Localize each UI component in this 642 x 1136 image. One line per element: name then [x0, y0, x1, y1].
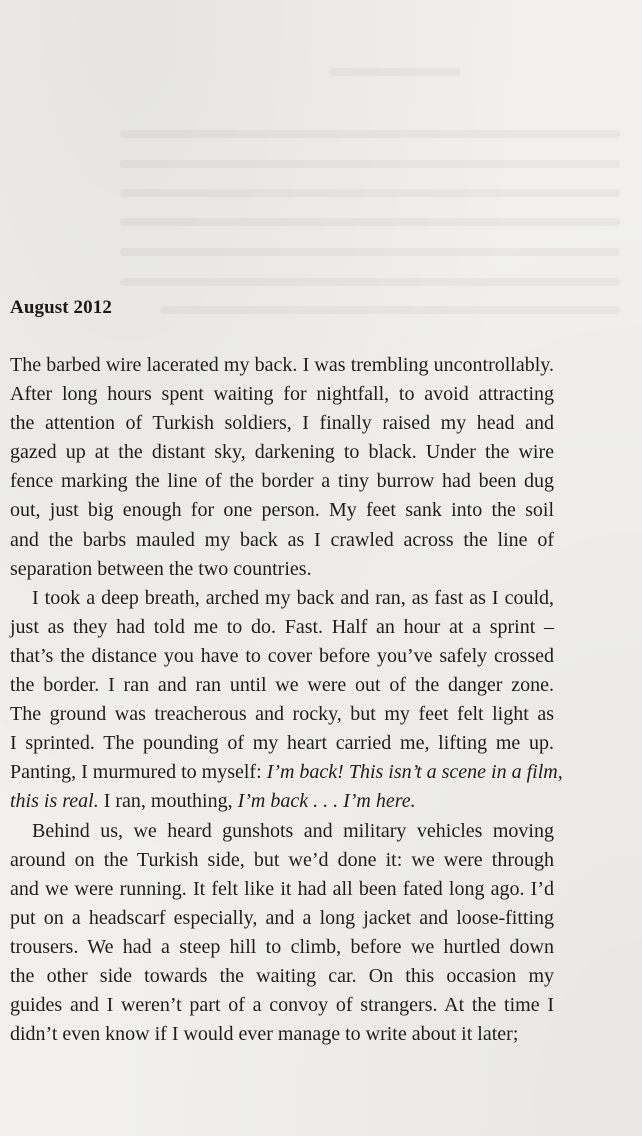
text-line [10, 526, 554, 555]
text-run: I took a deep breath, arched my back and ran, as fast as I could, [32, 586, 554, 609]
text-run: the other side towards the waiting car. On this occasion my [10, 964, 554, 987]
text-run: just as they had told me to do. Fast. Half an hour at a sprint – [10, 615, 554, 638]
text-line [10, 700, 554, 729]
text-run: that’s the distance you have to cover before you’ve safely crossed [10, 644, 554, 667]
text-run: I sprinted. The pounding of my heart carried me, lifting me up. [10, 732, 554, 755]
text-line [10, 933, 554, 962]
text-run: After long hours spent waiting for nightfall, to avoid attracting [10, 383, 554, 406]
text-line [10, 584, 554, 613]
text-run: guides and I weren’t part of a convoy of strangers. At the time I [10, 994, 554, 1017]
text-run: out, just big enough for one person. My feet sank into the soil [10, 499, 554, 522]
text-run: The ground was treacherous and rocky, but my feet felt light as [10, 703, 554, 726]
reverse-page-show-through [0, 0, 642, 340]
body-text [10, 351, 563, 1049]
text-run: and we were running. It felt like it had all been fated long ago. I’d [10, 877, 554, 900]
text-run: didn’t even know if I would ever manage to write about it later; [10, 1023, 519, 1046]
text-line [10, 991, 554, 1020]
text-run: the attention of Turkish soldiers, I finally raised my head and [10, 412, 554, 435]
text-line [10, 904, 554, 933]
text-line [10, 496, 554, 525]
italic-phrase: I’m back . . . I’m here. [237, 790, 416, 813]
text-line [10, 817, 554, 846]
text-run: put on a headscarf especially, and a long jacket and loose-fitting [10, 906, 554, 929]
text-line [10, 962, 554, 991]
text-line [10, 671, 554, 700]
text-run: and the barbs mauled my back as I crawled across the line of [10, 528, 554, 551]
text-run: Panting, I murmured to myself: [10, 761, 267, 784]
text-run: gazed up at the distant sky, darkening to black. Under the wire [10, 441, 554, 464]
text-run: fence marking the line of the border a tiny burrow had been dug [10, 470, 554, 493]
text-line [10, 351, 554, 380]
text-line [10, 787, 554, 816]
text-line [10, 875, 554, 904]
text-run: trousers. We had a steep hill to climb, before we hurtled down [10, 935, 554, 958]
text-run: the border. I ran and ran until we were out of the danger zone. [10, 674, 554, 697]
italic-phrase: I’m back! This isn’t a scene in a film, [266, 761, 563, 784]
text-run: Behind us, we heard gunshots and military vehicles moving [32, 819, 554, 842]
text-line [10, 642, 554, 671]
chapter-date-heading: August 2012 [10, 297, 112, 318]
text-run: The barbed wire lacerated my back. I was trembling uncontrollably. [10, 354, 554, 376]
text-line [10, 758, 563, 787]
text-line [10, 1020, 554, 1049]
text-run: I ran, mouthing, [98, 790, 238, 813]
text-line [10, 846, 554, 875]
text-line [10, 438, 554, 467]
text-line [10, 409, 554, 438]
text-line [10, 555, 554, 584]
text-line [10, 467, 554, 496]
text-line [10, 380, 554, 409]
text-run: around on the Turkish side, but we’d done it: we were through [10, 848, 554, 871]
italic-phrase: this is real. [10, 790, 99, 813]
text-run: separation between the two countries. [10, 557, 312, 580]
text-line [10, 729, 554, 758]
text-line [10, 613, 554, 642]
